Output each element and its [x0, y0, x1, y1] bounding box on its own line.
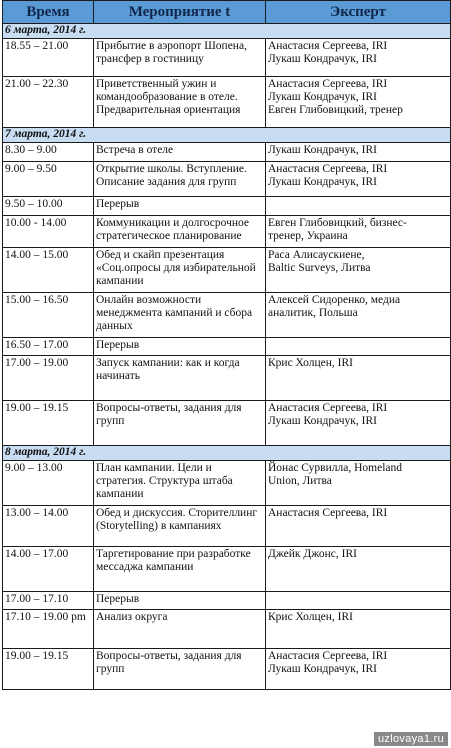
time-cell: 14.00 – 17.00 — [3, 547, 94, 592]
expert-cell: Алексей Сидоренко, медиа аналитик, Польша — [266, 293, 451, 338]
watermark: uzlovaya1.ru — [374, 732, 448, 746]
time-cell: 14.00 – 15.00 — [3, 248, 94, 293]
event-cell: Вопросы-ответы, задания для групп — [94, 401, 266, 446]
header-expert: Эксперт — [266, 1, 451, 24]
schedule-table — [2, 0, 451, 690]
event-cell: Запуск кампании: как и когда начинать — [94, 356, 266, 401]
expert-cell: Евген Глибовицкий, бизнес- тренер, Украина — [266, 216, 451, 248]
schedule-row — [3, 248, 451, 293]
schedule-row — [3, 356, 451, 401]
event-cell: Вопросы-ответы, задания для групп — [94, 649, 266, 690]
day-label: 7 марта, 2014 г. — [3, 128, 451, 143]
expert-cell: Анастасия Сергеева, IRI Лукаш Кондрачук, IRI Евген Глибовицкий, тренер — [266, 77, 451, 128]
schedule-row — [3, 649, 451, 690]
header-time: Время — [3, 1, 94, 24]
expert-cell: Анастасия Сергеева, IRI Лукаш Кондрачук, IRI — [266, 401, 451, 446]
expert-cell: Анастасия Сергеева, IRI Лукаш Кондрачук, IRI — [266, 649, 451, 690]
schedule-row — [3, 401, 451, 446]
day-row — [3, 128, 451, 143]
expert-cell: Анастасия Сергеева, IRI — [266, 506, 451, 547]
expert-cell: Раса Алисаускиене, Baltic Surveys, Литва — [266, 248, 451, 293]
expert-cell: Крис Холцен, IRI — [266, 356, 451, 401]
event-cell: Таргетирование при разработке мессаджа кампании — [94, 547, 266, 592]
time-cell: 17.10 – 19.00 pm — [3, 610, 94, 649]
header-event: Мероприятие t — [94, 1, 266, 24]
expert-cell: Лукаш Кондрачук, IRI — [266, 143, 451, 162]
event-cell: Онлайн возможности менеджмента кампаний и сбора данных — [94, 293, 266, 338]
time-cell: 10.00 - 14.00 — [3, 216, 94, 248]
expert-cell — [266, 592, 451, 610]
schedule-row — [3, 547, 451, 592]
time-cell: 17.00 – 17.10 — [3, 592, 94, 610]
time-cell: 21.00 – 22.30 — [3, 77, 94, 128]
schedule-row — [3, 39, 451, 77]
time-cell: 15.00 – 16.50 — [3, 293, 94, 338]
event-cell: Прибытие в аэропорт Шопена, трансфер в гостиницу — [94, 39, 266, 77]
time-cell: 19.00 – 19.15 — [3, 401, 94, 446]
schedule-row — [3, 143, 451, 162]
event-cell: Перерыв — [94, 338, 266, 356]
time-cell: 13.00 – 14.00 — [3, 506, 94, 547]
expert-cell: Крис Холцен, IRI — [266, 610, 451, 649]
time-cell: 16.50 – 17.00 — [3, 338, 94, 356]
day-label: 8 марта, 2014 г. — [3, 446, 451, 461]
schedule-row — [3, 216, 451, 248]
expert-cell: Анастасия Сергеева, IRI Лукаш Кондрачук, IRI — [266, 162, 451, 197]
schedule-row — [3, 162, 451, 197]
event-cell: Коммуникации и долгосрочное стратегическое планирование — [94, 216, 266, 248]
expert-cell — [266, 338, 451, 356]
event-cell: Анализ округа — [94, 610, 266, 649]
expert-cell: Йонас Сурвилла, Homeland Union, Литва — [266, 461, 451, 506]
event-cell: Перерыв — [94, 592, 266, 610]
time-cell: 9.50 – 10.00 — [3, 197, 94, 216]
time-cell: 9.00 – 9.50 — [3, 162, 94, 197]
expert-cell: Анастасия Сергеева, IRI Лукаш Кондрачук, IRI — [266, 39, 451, 77]
time-cell: 8.30 – 9.00 — [3, 143, 94, 162]
event-cell: Приветственный ужин и командообразование в отеле. Предварительная ориентация — [94, 77, 266, 128]
expert-cell — [266, 197, 451, 216]
event-cell: Обед и дискуссия. Сторителлинг (Storytelling) в кампаниях — [94, 506, 266, 547]
event-cell: Перерыв — [94, 197, 266, 216]
time-cell: 18.55 – 21.00 — [3, 39, 94, 77]
schedule-row — [3, 338, 451, 356]
expert-cell: Джейк Джонс, IRI — [266, 547, 451, 592]
event-cell: Обед и скайп презентация «Соц.опросы для избирательной кампании — [94, 248, 266, 293]
header-row — [3, 1, 451, 24]
schedule-row — [3, 77, 451, 128]
time-cell: 9.00 – 13.00 — [3, 461, 94, 506]
schedule-row — [3, 461, 451, 506]
event-cell: Открытие школы. Вступление. Описание задания для групп — [94, 162, 266, 197]
schedule-row — [3, 592, 451, 610]
day-row — [3, 24, 451, 39]
time-cell: 19.00 – 19.15 — [3, 649, 94, 690]
event-cell: План кампании. Цели и стратегия. Структура штаба кампании — [94, 461, 266, 506]
schedule-row — [3, 197, 451, 216]
schedule-row — [3, 610, 451, 649]
event-cell: Встреча в отеле — [94, 143, 266, 162]
day-label: 6 марта, 2014 г. — [3, 24, 451, 39]
time-cell: 17.00 – 19.00 — [3, 356, 94, 401]
day-row — [3, 446, 451, 461]
schedule-row — [3, 506, 451, 547]
schedule-row — [3, 293, 451, 338]
